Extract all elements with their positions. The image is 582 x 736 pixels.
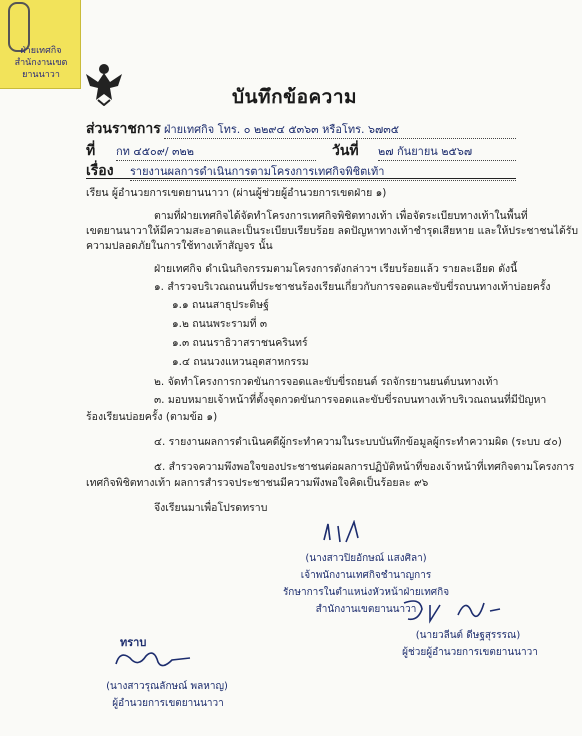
paperclip-icon xyxy=(8,2,30,52)
sticky-note-line: สำนักงานเขต xyxy=(14,58,68,68)
acknowledged-label: ทราบ xyxy=(120,636,147,649)
subitem: ๑.๓ ถนนราธิวาสราชนครินทร์ xyxy=(172,337,308,349)
item-5-line2: เทศกิจพิชิตทางเท้า ผลการสำรวจประชาชนมีความพึงพอใจคิดเป็นร้อยละ ๙๖ xyxy=(86,477,429,489)
sticky-note-line: ฝ่ายเทศกิจ xyxy=(20,46,62,56)
garuda-emblem-icon xyxy=(82,60,126,106)
subitem: ๑.๒ ถนนพระรามที่ ๓ xyxy=(172,318,268,330)
item-3-line1: ๓. มอบหมายเจ้าหน้าที่ตั้งจุดกวดขันการจอดและขับขี่รถบนทางเท้าบริเวณถนนที่มีปัญหา xyxy=(154,394,547,406)
signature-assistant-position: ผู้ช่วยผู้อำนวยการเขตยานนาวา xyxy=(402,647,538,658)
signature-director-icon xyxy=(110,646,200,674)
closing: จึงเรียนมาเพื่อโปรดทราบ xyxy=(154,502,268,514)
sticky-note xyxy=(0,0,81,89)
signature-assistant-icon xyxy=(400,595,510,629)
para1-line: ความปลอดภัยในการใช้ทางเท้าสัญจร นั้น xyxy=(86,240,273,252)
signature-main-name: (นางสาวปิยอักษณ์ แสงศิลา) xyxy=(305,553,427,564)
date-label: วันที่ xyxy=(332,143,359,159)
signature-director-name: (นางสาวรุณลักษณ์ พลหาญ) xyxy=(106,681,228,692)
ref-label: ที่ xyxy=(86,143,96,159)
subitem: ๑.๔ ถนนวงแหวนอุตสาหกรรม xyxy=(172,356,309,368)
ref-value: กท ๔๕๐๙/ ๓๒๒ xyxy=(116,142,316,161)
salutation: เรียน ผู้อำนวยการเขตยานนาวา (ผ่านผู้ช่วยผู้อำนวยการเขตฝ่าย ๑) xyxy=(86,187,387,199)
signature-main-position: เจ้าพนักงานเทศกิจชำนาญการ xyxy=(300,570,432,581)
para2: ฝ่ายเทศกิจ ดำเนินกิจกรรมตามโครงการดังกล่าวฯ เรียบร้อยแล้ว รายละเอียด ดังนี้ xyxy=(154,263,518,275)
signature-assistant-name: (นายวลีนต์ ดีษฐสุรรรณ) xyxy=(415,630,521,641)
item-1: ๑. สำรวจบริเวณถนนที่ประชาชนร้องเรียนเกี่ยวกับการจอดและขับขี่รถบนทางเท้าบ่อยครั้ง xyxy=(154,281,551,293)
date-value: ๒๗ กันยายน ๒๕๖๗ xyxy=(378,142,516,161)
signature-main-icon xyxy=(318,520,378,546)
office-stamp: สำนักงานเขตยานนาวา xyxy=(315,604,417,615)
item-5-line1: ๕. สำรวจความพึงพอใจของประชาชนต่อผลการปฏิบัติหน้าที่ของเจ้าหน้าที่เทศกิจตามโครงการ xyxy=(154,461,575,473)
item-4: ๔. รายงานผลการดำเนินคดีผู้กระทำความในระบบบันทึกข้อมูลผู้กระทำความผิด (ระบบ ๔๐) xyxy=(154,436,562,448)
header-rule xyxy=(86,178,516,179)
item-2: ๒. จัดทำโครงการกวดขันการจอดและขับขี่รถยนต์ รถจักรยานยนต์บนทางเท้า xyxy=(154,376,499,388)
memo-title: บันทึกข้อความ xyxy=(232,86,358,108)
subject-label: เรื่อง xyxy=(86,163,114,179)
item-3-line2: ร้องเรียนบ่อยครั้ง (ตามข้อ ๑) xyxy=(86,411,218,423)
signature-director-position: ผู้อำนวยการเขตยานนาวา xyxy=(112,698,224,709)
agency-value: ฝ่ายเทศกิจ โทร. ๐ ๒๒๙๔ ๕๓๖๓ หรือโทร. ๖๗๓๕ xyxy=(164,120,516,139)
para1-line: เขตยานนาวาให้มีความสะอาดและเป็นระเบียบเรียบร้อย ลดปัญหาทางเท้าชำรุดเสียหาย และให้ประชาชนได้รับ xyxy=(86,225,579,237)
signature-main-position-acting: รักษาการในตำแหน่งหัวหน้าฝ่ายเทศกิจ xyxy=(282,587,450,598)
subject-value: รายงานผลการดำเนินการตามโครงการเทศกิจพิชิตเท้า xyxy=(130,162,516,181)
agency-label: ส่วนราชการ xyxy=(86,121,161,137)
para1-line: ตามที่ฝ่ายเทศกิจได้จัดทำโครงการเทศกิจพิชิตทางเท้า เพื่อจัดระเบียบทางเท้าในพื้นที่ xyxy=(154,210,528,222)
sticky-note-line: ยานนาวา xyxy=(22,70,60,80)
subitem: ๑.๑ ถนนสาธุประดิษฐ์ xyxy=(172,299,269,311)
